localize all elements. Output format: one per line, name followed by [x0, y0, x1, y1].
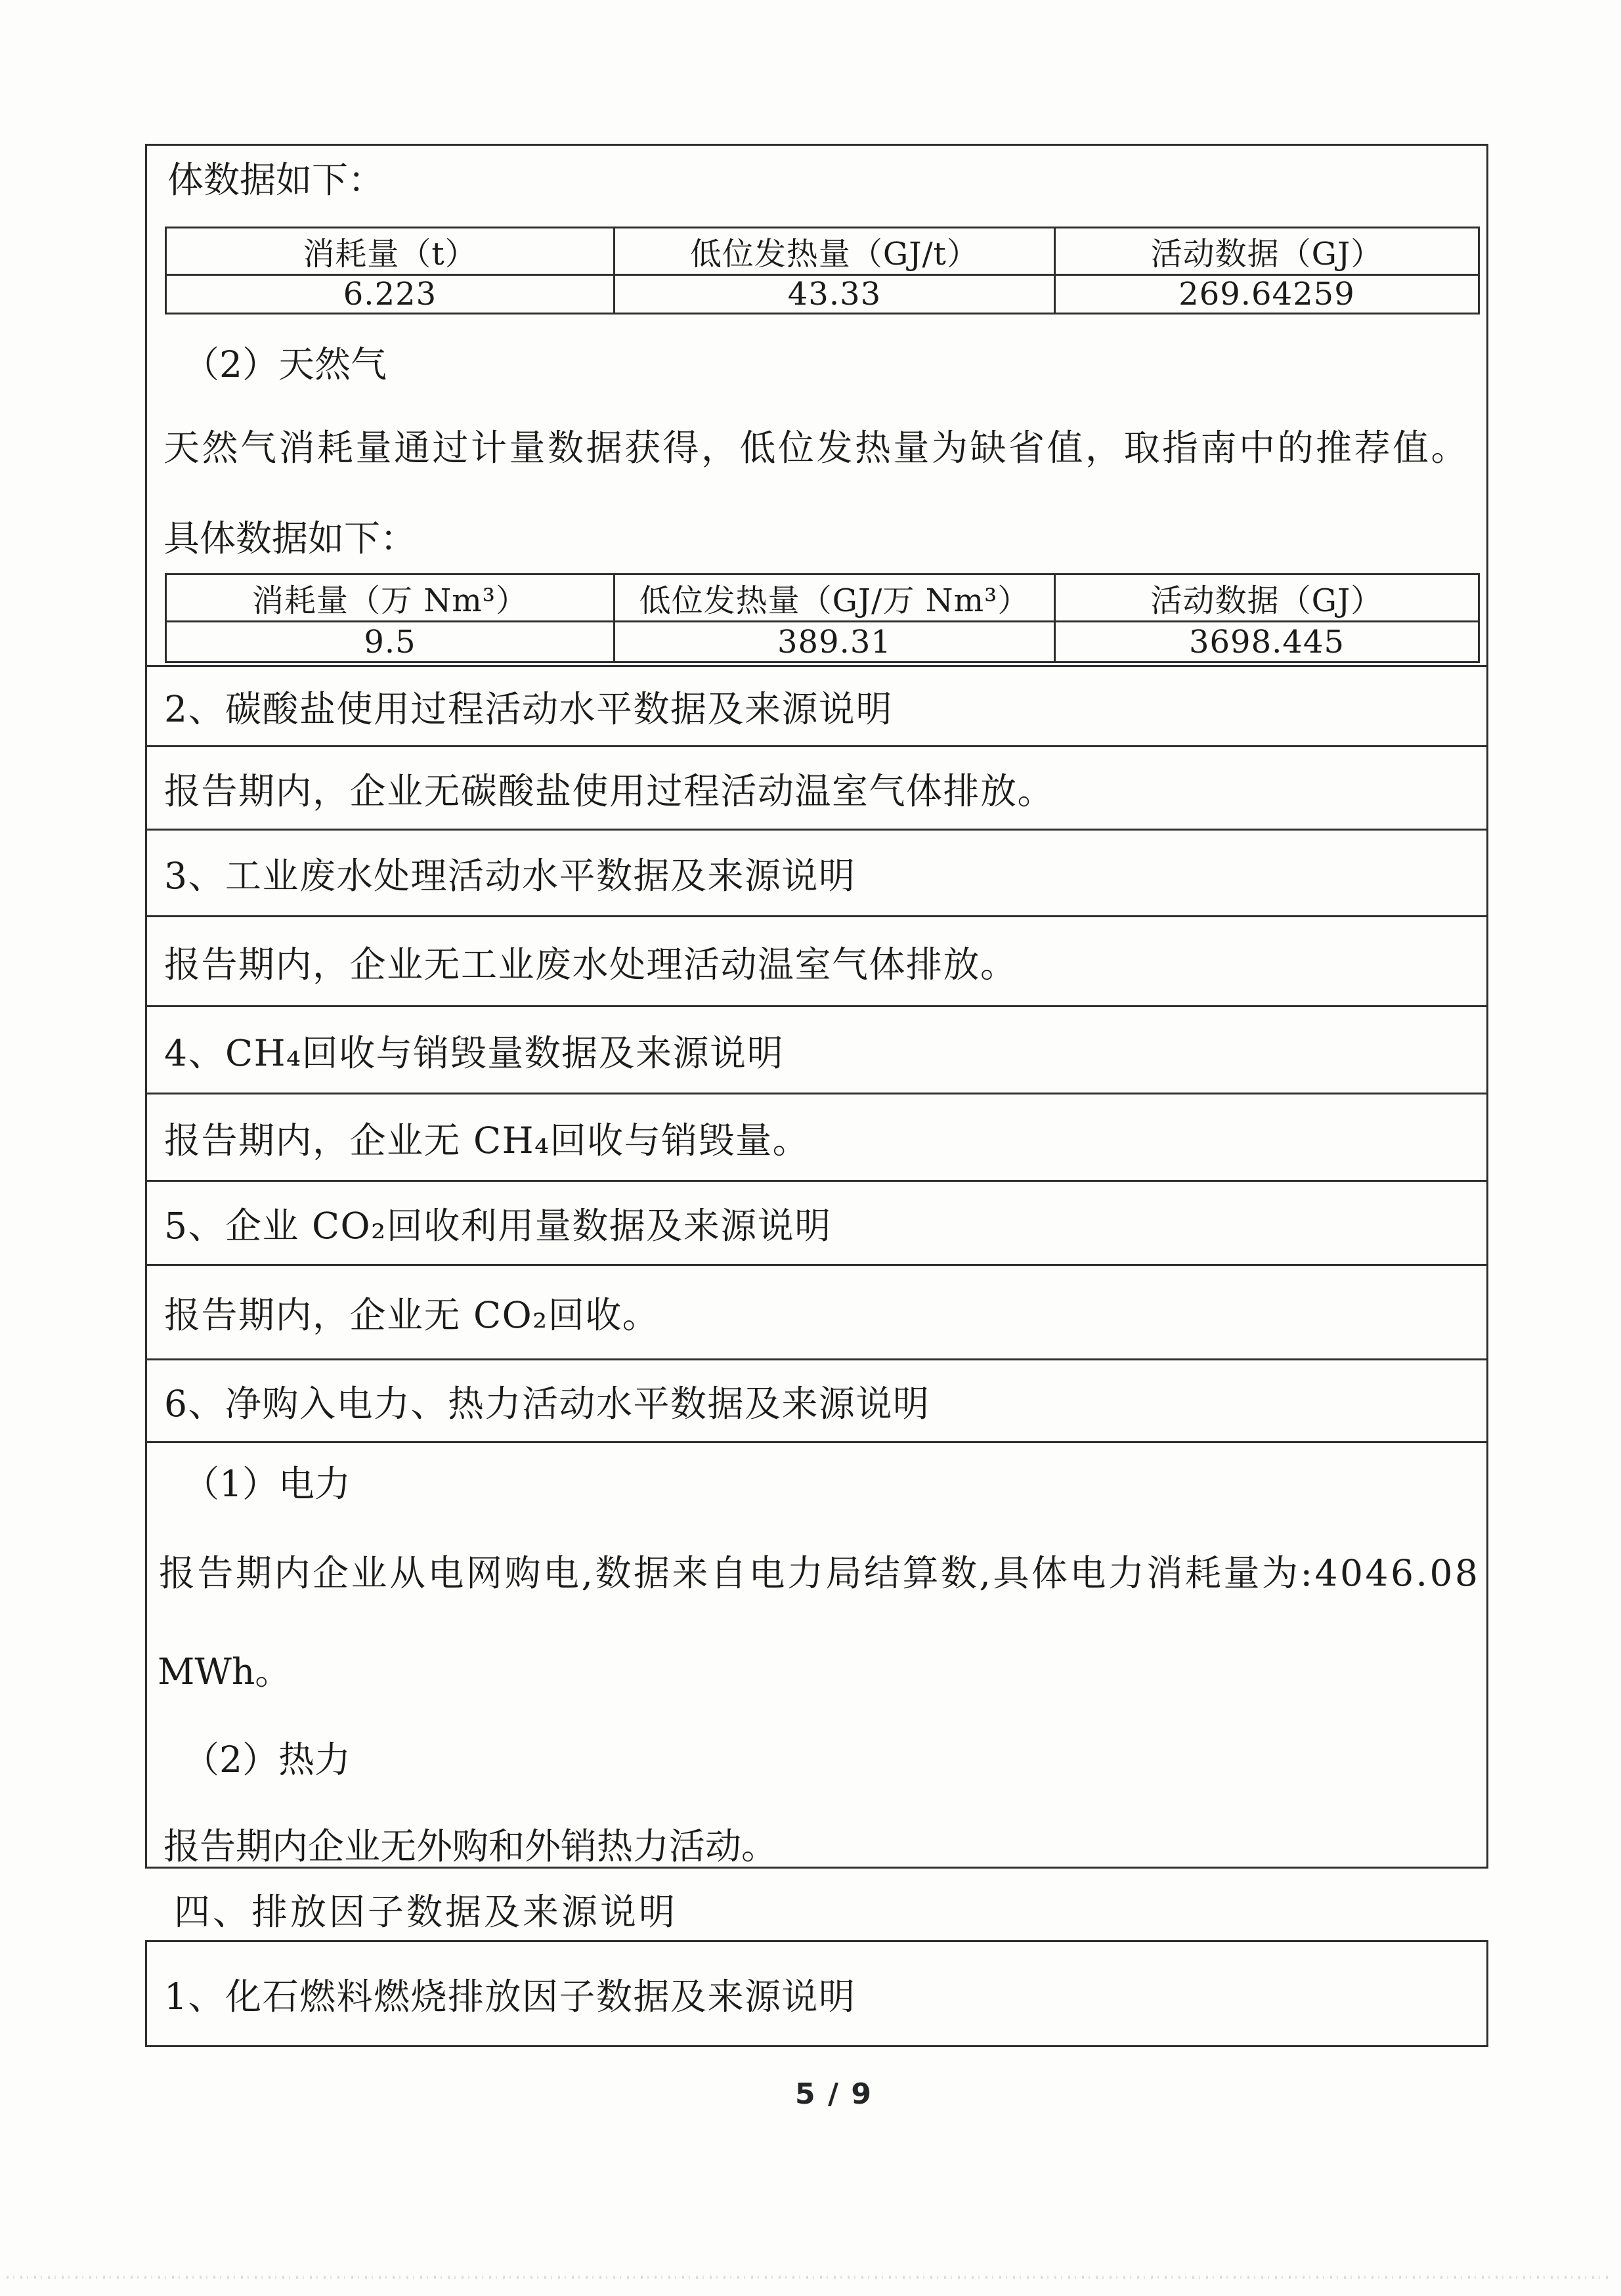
- intro-continued-text: 体数据如下：: [167, 159, 385, 201]
- activity-data-table: [145, 144, 1488, 1869]
- header-heating-value: 低位发热量（GJ/t）: [615, 228, 1056, 274]
- section5-co2-body: 报告期内，企业无 CO₂回收。: [147, 1264, 1486, 1358]
- fuel-data-cell: [147, 146, 1486, 665]
- emission-factor-table-heading-row: 1、化石燃料燃烧排放因子数据及来源说明: [145, 1940, 1488, 2047]
- natural-gas-intro-text: 具体数据如下：: [163, 517, 417, 559]
- electricity-paragraph-line2: MWh。: [158, 1651, 292, 1693]
- natural-gas-paragraph: 天然气消耗量通过计量数据获得，低位发热量为缺省值，取指南中的推荐值。: [163, 427, 1470, 469]
- table-header-row: [167, 228, 1478, 276]
- diesel-data-table: [165, 227, 1480, 314]
- scan-artifact-noise: [7, 2276, 1609, 2279]
- electricity-heat-cell: [147, 1441, 1486, 1867]
- header-consumption: 消耗量（万 Nm³）: [167, 575, 615, 620]
- heat-subheading: （2）热力: [183, 1739, 351, 1781]
- electricity-paragraph-line1: 报告期内企业从电网购电,数据来自电力局结算数,具体电力消耗量为:4046.08: [159, 1552, 1481, 1594]
- table-value-row: [167, 622, 1478, 661]
- section4-ch4-body: 报告期内，企业无 CH₄回收与销毁量。: [147, 1093, 1486, 1180]
- header-activity-data: 活动数据（GJ）: [1150, 236, 1383, 272]
- header-consumption: 消耗量（t）: [167, 228, 615, 274]
- heat-paragraph: 报告期内企业无外购和外销热力活动。: [163, 1825, 778, 1867]
- section6-heading: 6、净购入电力、热力活动水平数据及来源说明: [147, 1358, 1486, 1441]
- section2-heading: 2、碳酸盐使用过程活动水平数据及来源说明: [147, 665, 1486, 745]
- section3-heading: 3、工业废水处理活动水平数据及来源说明: [147, 829, 1486, 915]
- value-activity-data: 3698.445: [1188, 623, 1345, 661]
- value-heating-value: 389.31: [615, 622, 1056, 661]
- section2-body: 报告期内，企业无碳酸盐使用过程活动温室气体排放。: [147, 745, 1486, 829]
- table-value-row: [167, 276, 1478, 313]
- header-heating-value: 低位发热量（GJ/万 Nm³）: [615, 575, 1056, 620]
- section3-body: 报告期内，企业无工业废水处理活动温室气体排放。: [147, 915, 1486, 1005]
- table-header-row: [167, 575, 1478, 622]
- header-activity-data: 活动数据（GJ）: [1150, 582, 1383, 619]
- value-heating-value: 43.33: [615, 276, 1056, 313]
- chapter4-heading: 四、排放因子数据及来源说明: [174, 1891, 678, 1933]
- value-consumption: 6.223: [167, 276, 615, 313]
- natural-gas-subheading: （2）天然气: [183, 343, 387, 385]
- value-consumption: 9.5: [167, 622, 615, 661]
- page-number: 5 / 9: [795, 2077, 873, 2111]
- natural-gas-data-table: [165, 573, 1480, 663]
- section4-ch4-heading: 4、CH₄回收与销毁量数据及来源说明: [147, 1005, 1486, 1093]
- section5-co2-heading: 5、企业 CO₂回收利用量数据及来源说明: [147, 1180, 1486, 1264]
- electricity-subheading: （1）电力: [183, 1463, 351, 1505]
- value-activity-data: 269.64259: [1178, 276, 1355, 313]
